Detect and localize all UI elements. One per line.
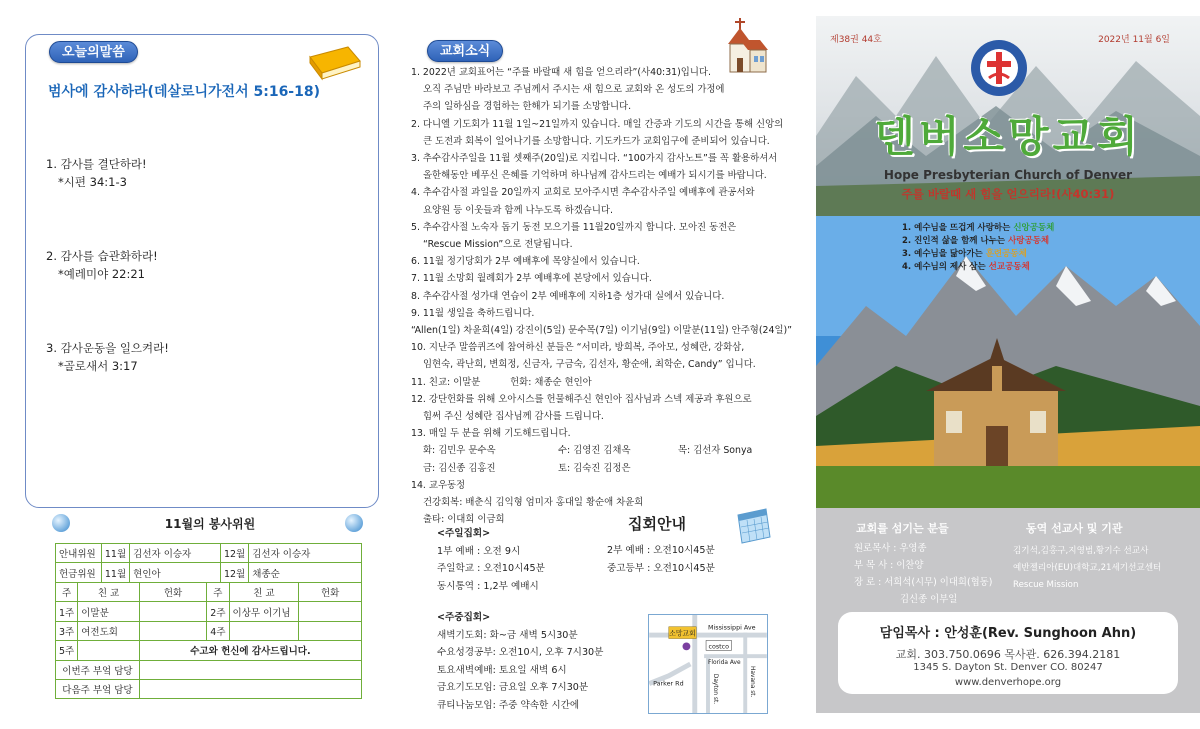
meeting-item: 1부 예배 : 오전 9시	[437, 545, 521, 557]
table-cell: 헌금위원	[56, 563, 102, 582]
table-cell	[139, 679, 361, 698]
table-header: 헌화	[139, 583, 206, 602]
vision-item	[902, 222, 1054, 235]
news-line: 13. 매일 두 분을 위해 기도해드립니다.	[411, 428, 571, 440]
table-cell: 김선자 이승자	[249, 544, 362, 563]
mission-item: 예반젤리아(EU)대학교,21세기선교센터	[1013, 563, 1162, 573]
table-cell: 12월	[220, 544, 248, 563]
table-cell	[78, 641, 140, 660]
meeting-item: 수요성경공부: 오전10시, 오후 7시30분	[437, 647, 604, 658]
vision-text: 2. 진인적 삶을 함께 나누는	[902, 236, 1009, 246]
bulletin-cover	[816, 16, 1200, 713]
news-line: 11. 친교: 이말분 헌화: 채종순 현인아	[411, 376, 592, 388]
news-line: 힘써 주신 성혜란 집사님께 감사를 드립니다.	[423, 411, 604, 423]
point-heading: 3. 감사운동을 일으켜라!	[46, 341, 169, 355]
table-row	[56, 641, 362, 660]
map-pin-icon	[683, 642, 691, 650]
point-reference: *시편 34:1-3	[58, 175, 127, 189]
table-row	[56, 679, 362, 698]
meetings-title: 집회안내	[628, 515, 686, 533]
table-cell	[299, 602, 362, 621]
mission-item: Rescue Mission	[1013, 580, 1079, 590]
table-cell: 여전도회	[78, 621, 140, 640]
news-line: 주의 일하심을 경험하는 한해가 되기를 소망합니다.	[423, 101, 632, 113]
table-cell: 1주	[56, 602, 78, 621]
sermon-point-2	[46, 247, 158, 283]
table-cell: 2주	[207, 602, 229, 621]
sermon-point-1	[46, 155, 147, 191]
phone-numbers: 교회. 303.750.0696 목사관. 626.394.2181	[895, 648, 1121, 661]
prayer-cell: 수: 김영진 김채옥	[558, 445, 631, 457]
theme-verse: 주를 바랄때 새 힘을 얻으리라!(사40:31)	[901, 187, 1115, 201]
issue-date: 2022년 11월 6일	[1098, 35, 1170, 45]
sermon-title: 범사에 감사하라(데살로니가전서 5:16-18)	[48, 84, 320, 100]
meeting-item: 새벽기도회: 화~금 새벽 5시30분	[437, 629, 578, 641]
staff-item: 부 목 사 : 이찬양	[854, 560, 924, 571]
table-header: 헌화	[299, 583, 362, 602]
location-map	[648, 614, 768, 714]
sunday-meetings-right	[607, 542, 715, 577]
service-committee-table	[55, 543, 362, 583]
point-heading: 1. 감사를 결단하라!	[46, 157, 147, 171]
map-havana-label: Havana st.	[749, 665, 756, 698]
table-row	[56, 563, 362, 582]
table-row	[56, 602, 362, 621]
table-row	[56, 544, 362, 563]
vision-item	[902, 261, 1054, 274]
volume-number: 제38권 44호	[830, 35, 882, 45]
vision-highlight: 신앙공동체	[1013, 223, 1055, 233]
meeting-item: 중고등부 : 오전10시45분	[607, 562, 715, 574]
news-line: 건강회복: 배춘식 김익형 엄미자 홍대일 황순애 차윤희	[423, 497, 644, 509]
table-cell	[139, 660, 361, 679]
church-name-english: Hope Presbyterian Church of Denver	[883, 168, 1133, 182]
map-florida-label: Florida Ave	[708, 660, 741, 666]
vision-highlight: 훈련공동체	[985, 249, 1027, 259]
mission-title: 동역 선교사 및 기관	[1026, 522, 1123, 535]
senior-pastor: 담임목사 : 안성훈(Rev. Sunghoon Ahn)	[879, 626, 1137, 641]
prayer-row	[411, 460, 806, 477]
mission-list	[1013, 543, 1161, 594]
church-website: www.denverhope.org	[954, 677, 1062, 688]
news-line: 2. 다니엘 기도회가 11월 1일~21일까지 있습니다. 매일 간증과 기도의 시간을 통해 신앙의	[411, 118, 784, 130]
meeting-item: 2부 예배 : 오전10시45분	[607, 545, 715, 556]
table-cell: 3주	[56, 621, 78, 640]
news-line: “Allen(1일) 차윤희(4일) 강진이(5일) 문수목(7일) 이기님(9일) 이말분(11일) 안주형(24일)”	[411, 325, 793, 337]
map-dayton-label: Dayton st.	[711, 673, 718, 705]
table-cell: 채종순	[249, 563, 362, 582]
meeting-item: 토요새벽예배: 토요일 새벽 6시	[437, 664, 567, 676]
news-line: 6. 11월 정기당회가 2부 예배후에 목양실에서 있습니다.	[411, 256, 640, 268]
sermon-box	[25, 34, 379, 508]
prayer-cell: 화: 김민우 문수옥	[423, 445, 496, 457]
table-header: 친 교	[229, 583, 299, 602]
news-line: 8. 추수감사절 성가대 연습이 2부 예배후에 지하1층 성가대 실에서 있습니다.	[411, 290, 725, 302]
meeting-item: 동시통역 : 1,2부 예배시	[437, 580, 539, 592]
church-name-korean: 덴버소망교회	[874, 112, 1142, 161]
sermon-point-3	[46, 339, 169, 375]
table-cell: 11월	[101, 544, 129, 563]
map-church-label: 소망교회	[669, 629, 696, 638]
table-cell: 다음주 부엌 담당	[56, 679, 140, 698]
table-header-row	[56, 583, 362, 602]
staff-item: 원로목사 : 우영종	[854, 543, 927, 554]
table-cell: 이번주 부엌 담당	[56, 660, 140, 679]
news-line: 9. 11월 생일을 축하드립니다.	[411, 307, 535, 319]
news-line: 임현숙, 곽난희, 변희정, 신금자, 구금숙, 김선자, 황순애, 최학순, Candy” 입니다.	[423, 359, 756, 371]
service-committee-title: 11월의 봉사위원	[164, 517, 256, 531]
news-section-label: 교회소식	[427, 40, 503, 62]
book-icon	[304, 43, 364, 83]
church-address: 1345 S. Dayton St. Denver CO. 80247	[913, 662, 1103, 673]
point-reference: *예레미야 22:21	[58, 267, 145, 281]
news-line: 올한해동안 베푸신 은혜를 기억하며 하나님께 감사드리는 예배가 되시기를 바랍니다.	[423, 170, 767, 182]
table-cell: 12월	[220, 563, 248, 582]
map-parker-label: Parker Rd	[653, 679, 684, 688]
prayer-row	[411, 442, 806, 459]
vision-highlight: 사랑공동체	[1008, 236, 1050, 246]
table-cell	[139, 621, 206, 640]
calendar-icon	[734, 505, 774, 545]
prayer-cell: 토: 김숙진 김정은	[558, 462, 631, 474]
vision-highlight: 선교공동체	[988, 262, 1030, 272]
table-cell: 이말분	[78, 602, 140, 621]
table-header: 주	[56, 583, 78, 602]
table-cell: 현인아	[130, 563, 221, 582]
staff-item: 김신종 이부일	[900, 594, 958, 605]
staff-title: 교회를 섬기는 분들	[856, 522, 949, 535]
sunday-label: <주일집회>	[437, 528, 491, 539]
service-weekly-table	[55, 582, 362, 699]
table-cell	[229, 621, 299, 640]
vision-text: 1. 예수님을 뜨겁게 사랑하는	[902, 223, 1014, 233]
news-line: 요양원 등 이웃들과 함께 나누도록 하겠습니다.	[423, 204, 613, 216]
table-header: 친 교	[78, 583, 140, 602]
news-line: 1. 2022년 교회표어는 “주를 바랄때 새 힘을 얻으리라”(사40:31)입니다.	[411, 67, 711, 78]
vision-list	[902, 222, 1054, 274]
news-line: 3. 추수감사주일을 11월 셋째주(20일)로 지킵니다. “100가지 감사노트”를 꼭 활용하셔서	[411, 153, 778, 165]
table-cell: 5주	[56, 641, 78, 660]
map-costco-label: costco	[708, 642, 730, 651]
table-row	[56, 660, 362, 679]
news-line: 7. 11월 소망회 월례회가 2부 예배후에 본당에서 있습니다.	[411, 273, 652, 285]
table-cell: 김선자 이승자	[130, 544, 221, 563]
pastor-contact-box	[838, 612, 1178, 694]
table-cell: 이상무 이기님	[229, 602, 299, 621]
table-header: 주	[207, 583, 229, 602]
meeting-item: 큐티나눔모임: 주중 약속한 시간에	[437, 699, 580, 711]
table-cell	[299, 621, 362, 640]
mission-item: 김기석,김홍구,지영범,황기수 선교사	[1013, 546, 1149, 556]
staff-item: 장 로 : 서희석(시무) 이대희(협동)	[854, 577, 993, 588]
news-line: 4. 추수감사절 과일을 20일까지 교회로 모아주시면 추수감사주일 예배후에 관공서와	[411, 187, 755, 199]
staff-list	[854, 540, 992, 608]
news-line: “Rescue Mission”으로 전달됩니다.	[423, 239, 573, 251]
vision-text: 4. 예수님의 제사 삼는	[902, 262, 989, 272]
sunday-meetings	[437, 525, 545, 595]
news-line: 오직 주님만 바라보고 주님께서 주시는 새 힘으로 교회와 온 성도의 가정에	[423, 84, 725, 96]
news-line: 큰 도전과 회복이 일어나기를 소망합니다. 기도카드가 교회입구에 준비되어 있습니다.	[423, 135, 770, 147]
table-cell: 11월	[101, 563, 129, 582]
prayer-cell: 목: 김선자 Sonya	[678, 445, 753, 457]
news-line: 12. 강단헌화를 위해 오아시스를 헌물해주신 현인아 집사님과 스넥 제공과 후원으로	[411, 393, 752, 405]
point-reference: *골로새서 3:17	[58, 359, 138, 373]
news-line: 10. 지난주 말씀퀴즈에 참여하신 분들은 “서미라, 방희복, 주아모, 성혜란, 강화삼,	[411, 342, 745, 354]
table-row	[56, 621, 362, 640]
vision-item	[902, 248, 1054, 261]
weekday-meetings	[437, 609, 603, 714]
thanks-note: 수고와 헌신에 감사드립니다.	[139, 641, 361, 660]
vision-text: 3. 예수님을 닮아가는	[902, 249, 986, 259]
news-line: 14. 교우동정	[411, 479, 466, 491]
news-line: 5. 추수감사절 노숙자 돕기 동전 모으기를 11월20일까지 합니다. 모아진 동전은	[411, 221, 737, 233]
meeting-item: 금요기도모임: 금요일 오후 7시30분	[437, 682, 589, 693]
vision-item	[902, 235, 1054, 248]
point-heading: 2. 감사를 습관화하라!	[46, 249, 158, 263]
news-line: 출타: 이대희 이금희	[423, 514, 505, 526]
map-mississippi-label: Mississippi Ave	[708, 623, 756, 632]
weekday-label: <주중집회>	[437, 612, 491, 623]
cover-header	[816, 16, 1200, 216]
news-list	[411, 64, 806, 528]
church-emblem-icon	[969, 38, 1029, 98]
sermon-section-label: 오늘의말씀	[49, 41, 138, 63]
meeting-item: 주일학교 : 오전10시45분	[437, 563, 545, 574]
prayer-cell: 금: 김신종 김홍진	[423, 462, 496, 474]
table-cell	[139, 602, 206, 621]
table-cell: 안내위원	[56, 544, 102, 563]
table-cell: 4주	[207, 621, 229, 640]
